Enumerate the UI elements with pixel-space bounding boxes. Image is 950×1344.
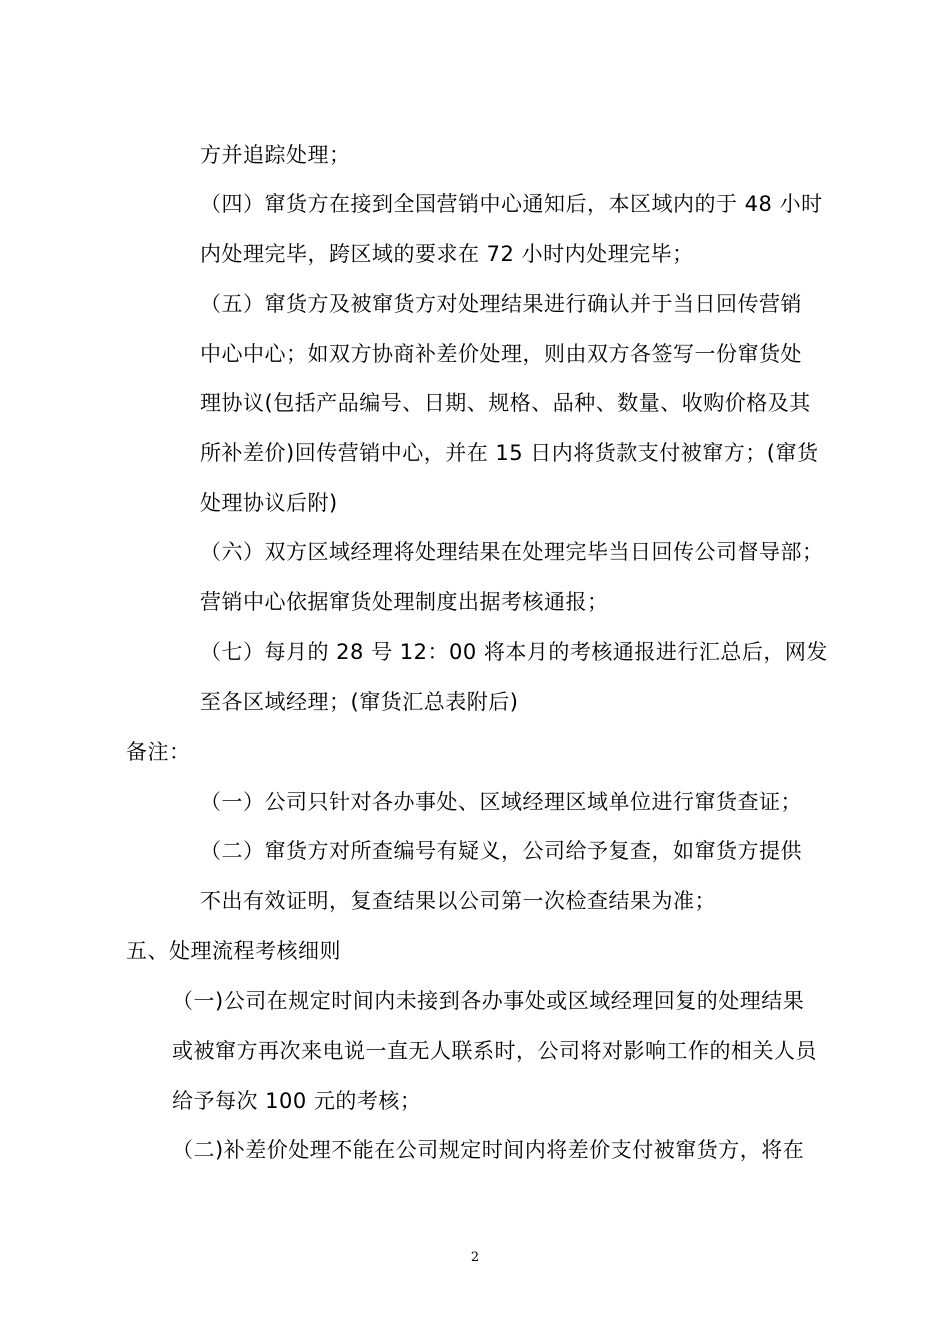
text-line-8: 处理协议后附) xyxy=(200,491,338,515)
text-line-9: （六）双方区域经理将处理结果在处理完毕当日回传公司督导部； xyxy=(200,540,824,564)
text-line-18: （一)公司在规定时间内未接到各办事处或区域经理回复的处理结果 xyxy=(172,989,805,1013)
text-line-12: 至各区域经理；(窜货汇总表附后) xyxy=(200,690,519,714)
page-number: 2 xyxy=(470,1250,480,1265)
text-line-19: 或被窜方再次来电说一直无人联系时，公司将对影响工作的相关人员 xyxy=(172,1039,817,1063)
text-line-1: 方并追踪处理； xyxy=(200,143,351,167)
text-line-6: 理协议(包括产品编号、日期、规格、品种、数量、收购价格及其 xyxy=(200,391,811,415)
text-line-16: 不出有效证明，复查结果以公司第一次检查结果为准； xyxy=(200,889,716,913)
section-heading-five: 五、处理流程考核细则 xyxy=(126,939,341,963)
text-line-4: （五）窜货方及被窜货方对处理结果进行确认并于当日回传营销 xyxy=(200,292,802,316)
text-line-7: 所补差价)回传营销中心，并在 15 日内将货款支付被窜方；(窜货 xyxy=(200,441,819,465)
text-line-14: （一）公司只针对各办事处、区域经理区域单位进行窜货查证； xyxy=(200,790,802,814)
text-line-11: （七）每月的 28 号 12：00 将本月的考核通报进行汇总后，网发 xyxy=(200,640,828,664)
text-line-15: （二）窜货方对所查编号有疑义，公司给予复查，如窜货方提供 xyxy=(200,839,802,863)
text-line-20: 给予每次 100 元的考核； xyxy=(172,1089,422,1113)
text-line-10: 营销中心依据窜货处理制度出据考核通报； xyxy=(200,590,609,614)
text-line-3: 内处理完毕，跨区域的要求在 72 小时内处理完毕； xyxy=(200,242,694,266)
text-line-5: 中心中心；如双方协商补差价处理，则由双方各签写一份窜货处 xyxy=(200,342,802,366)
section-heading-notes: 备注： xyxy=(126,740,191,764)
text-line-21: （二)补差价处理不能在公司规定时间内将差价支付被窜货方，将在 xyxy=(172,1138,805,1162)
text-line-2: （四）窜货方在接到全国营销中心通知后，本区域内的于 48 小时 xyxy=(200,192,823,216)
